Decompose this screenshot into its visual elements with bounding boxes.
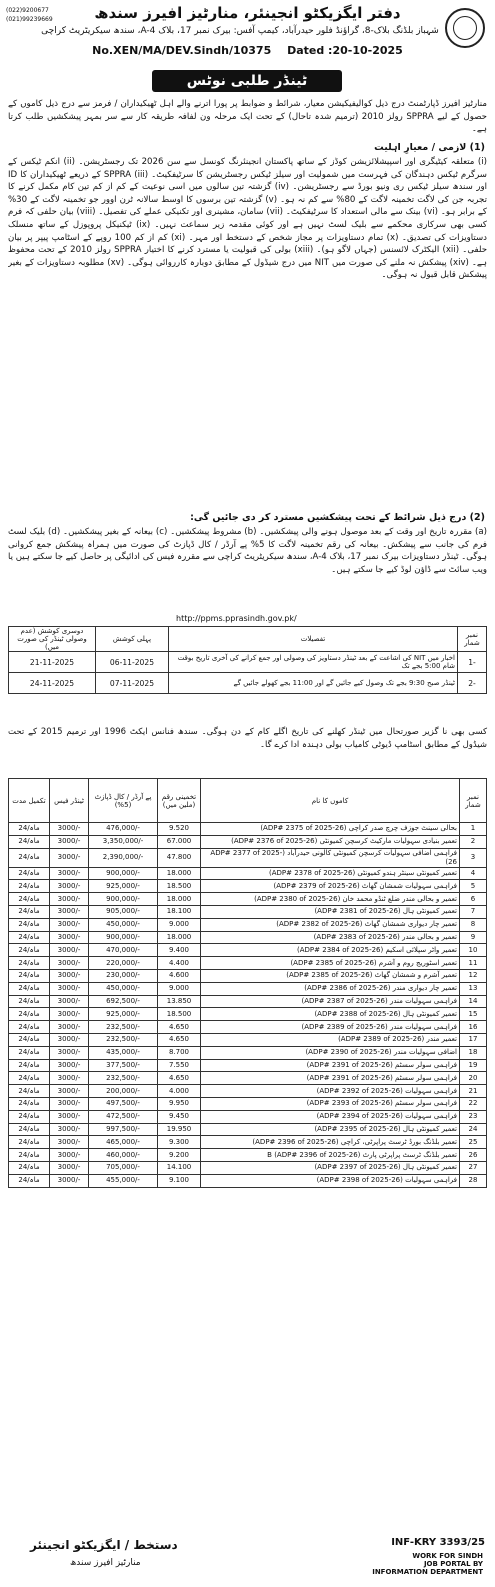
works-cell-fee: 3000/- (50, 1110, 89, 1123)
works-cell-no: 16 (460, 1021, 487, 1034)
table-row (9, 957, 487, 970)
works-cell-period: 24/ماہ (9, 823, 50, 836)
works-cell-name: تعمیر چار دیواری مندر (ADP# 2386 of 2025-26) (201, 982, 460, 995)
works-cell-fee: 3000/- (50, 982, 89, 995)
works-cell-name: فراہمی سہولیات (ADP# 2398 of 2025-26) (201, 1174, 460, 1187)
works-cell-no: 3 (460, 848, 487, 867)
works-cell-period: 24/ماہ (9, 1097, 50, 1110)
works-cell-fee: 3000/- (50, 1046, 89, 1059)
section-1-title: (1) لازمی / معیارِ اہلیت (374, 142, 485, 153)
works-cell-name: فراہمی سہولیات مندر (ADP# 2387 of 2025-26) (201, 995, 460, 1008)
works-cell-no: 14 (460, 995, 487, 1008)
works-cell-period: 24/ماہ (9, 944, 50, 957)
works-cell-name: تعمیر و بحالی مندر ضلع ٹنڈو محمد خان (ADP# 2380 of 2025-26) (201, 893, 460, 906)
works-cell-fee: 3000/- (50, 1161, 89, 1174)
works-cell-no: 13 (460, 982, 487, 995)
table-row (9, 823, 487, 836)
works-cell-deposit: 2,390,000/- (89, 848, 158, 867)
works-cell-no: 26 (460, 1149, 487, 1162)
works-cell-fee: 3000/- (50, 893, 89, 906)
header (0, 0, 495, 72)
works-cell-name: بحالی سینٹ جوزف چرچ صدر کراچی (ADP# 2375 of 2025-26) (201, 823, 460, 836)
works-cell-no: 6 (460, 893, 487, 906)
work-for-sindh-text: WORK FOR SINDH (412, 1552, 483, 1560)
table-row (9, 1008, 487, 1021)
works-cell-period: 24/ماہ (9, 905, 50, 918)
table-row (9, 1097, 487, 1110)
intro-paragraph: منارٹیز افیرز ڈپارٹمنٹ درج ذیل کوالیفیکیشن معیار، شرائط و ضوابط پر پورا اترنے والے اہل ٹھیکیداران / فرمز سے درج ذیل کاموں کے حصول کے لیے SPPRA رولز 2010 (ترمیم شدہ تاحال) کے تحت ایک مرحلہ ون لفافہ طریقہ کار سے سر بمہر پیشکشیں طلب کرتا ہے۔ (8, 99, 487, 135)
works-cell-no: 27 (460, 1161, 487, 1174)
works-cell-fee: 3000/- (50, 1097, 89, 1110)
works-cell-cost: 18.100 (158, 905, 201, 918)
works-cell-deposit: 900,000/- (89, 893, 158, 906)
works-cell-period: 24/ماہ (9, 1085, 50, 1098)
stamp-duty-note: کسی بھی نا گزیر صورتحال میں ٹینڈر کھلنے کی تاریخ اگلے کام کے دن ہوگی۔ سندھ فنانس ایکٹ 1996 اور ترمیم 2015 کے تحت شیڈول کے مطابق اسٹامپ ڈیوٹی کامیاب بولی دہندہ ادا کرے گا۔ (8, 727, 488, 750)
schedule-header-second: دوسری کوشش (عدم وصولی ٹینڈر کی صورت میں) (9, 627, 96, 652)
works-cell-cost: 9.300 (158, 1136, 201, 1149)
works-cell-name: تعمیر واٹر سپلائی اسکیم (ADP# 2384 of 2025-26) (201, 944, 460, 957)
table-row (9, 1085, 487, 1098)
table-row (9, 918, 487, 931)
table-row (9, 995, 487, 1008)
works-cell-name: فراہمی سہولیات (ADP# 2392 of 2025-26) (201, 1085, 460, 1098)
works-cell-period: 24/ماہ (9, 969, 50, 982)
works-cell-name: تعمیر کمیونٹی ہال (ADP# 2397 of 2025-26) (201, 1161, 460, 1174)
works-cell-fee: 3000/- (50, 1072, 89, 1085)
works-cell-no: 20 (460, 1072, 487, 1085)
works-cell-period: 24/ماہ (9, 1136, 50, 1149)
works-cell-name: تعمیر مندر (ADP# 2389 of 2025-26) (201, 1033, 460, 1046)
works-cell-period: 24/ماہ (9, 835, 50, 848)
works-cell-cost: 47.800 (158, 848, 201, 867)
works-cell-fee: 3000/- (50, 931, 89, 944)
works-cell-deposit: 435,000/- (89, 1046, 158, 1059)
works-cell-deposit: 497,500/- (89, 1097, 158, 1110)
works-table (8, 778, 487, 1188)
works-cell-fee: 3000/- (50, 944, 89, 957)
works-cell-no: 5 (460, 880, 487, 893)
works-cell-deposit: 905,000/- (89, 905, 158, 918)
works-cell-fee: 3000/- (50, 867, 89, 880)
works-cell-name: فراہمی سہولیات (ADP# 2394 of 2025-26) (201, 1110, 460, 1123)
works-cell-deposit: 465,000/- (89, 1136, 158, 1149)
works-cell-fee: 3000/- (50, 1174, 89, 1187)
works-header-fee: ٹینڈر فیس (50, 779, 89, 823)
table-row (9, 673, 487, 694)
section-2-text: (a) مقررہ تاریخ اور وقت کے بعد موصول ہونے والی پیشکشیں۔ (b) مشروط پیشکشیں۔ (c) بیعانہ کے بغیر پیشکشیں۔ (d) بلیک لسٹ فرم کی جانب سے پیشکش۔ بیعانہ کی رقم تخمینہ لاگت کا 5% پے آرڈر / کال ڈپازٹ کی صورت میں ہمراہ پیشکش جمع کروانی ہوگی۔ ٹینڈر دستاویزات بیرک نمبر 17، بلاک A-4، سندھ سیکریٹریٹ کراچی سے مقررہ فیس کی ادائیگی پر حاصل کیے جا سکتے ہیں یا ویب سائٹ سے ڈاؤن لوڈ کیے جا سکتے ہیں۔ (8, 527, 487, 575)
works-cell-deposit: 450,000/- (89, 918, 158, 931)
works-cell-period: 24/ماہ (9, 1072, 50, 1085)
works-cell-no: 28 (460, 1174, 487, 1187)
works-cell-cost: 18.500 (158, 880, 201, 893)
works-cell-cost: 9.400 (158, 944, 201, 957)
works-cell-name: تعمیر بنیادی سہولیات مارکیٹ کرسچن کمیونٹی (ADP# 2376 of 2025-26) (201, 835, 460, 848)
works-cell-cost: 14.100 (158, 1161, 201, 1174)
schedule-header-no: نمبر شمار (458, 627, 487, 652)
works-cell-cost: 9.000 (158, 918, 201, 931)
works-cell-deposit: 232,500/- (89, 1072, 158, 1085)
works-cell-cost: 4.400 (158, 957, 201, 970)
works-cell-cost: 9.520 (158, 823, 201, 836)
works-cell-fee: 3000/- (50, 918, 89, 931)
works-cell-no: 4 (460, 867, 487, 880)
works-cell-period: 24/ماہ (9, 982, 50, 995)
works-cell-period: 24/ماہ (9, 848, 50, 867)
works-cell-cost: 67.000 (158, 835, 201, 848)
table-row (9, 1021, 487, 1034)
signature-department: منارٹیز افیرز سندھ (70, 1558, 141, 1568)
table-row (9, 982, 487, 995)
works-cell-deposit: 460,000/- (89, 1149, 158, 1162)
works-cell-cost: 8.700 (158, 1046, 201, 1059)
table-row (9, 931, 487, 944)
works-cell-cost: 9.100 (158, 1174, 201, 1187)
works-cell-cost: 4.000 (158, 1085, 201, 1098)
section-2-title: (2) درج ذیل شرائط کے تحت پیشکشیں مسترد کر دی جائیں گی: (190, 512, 485, 523)
table-row (9, 835, 487, 848)
works-cell-deposit: 232,500/- (89, 1033, 158, 1046)
section-1-text: (i) متعلقہ کیٹیگری اور اسپیشلائزیشن کوڈز کے ساتھ پاکستان انجینئرنگ کونسل سے سن 2026 تک رجسٹریشن۔ (ii) انکم ٹیکس کے سرگرم ٹیکس دہندگان کی فہرست میں شمولیت اور سیلز ٹیکس رجسٹریشن کا سرٹیفکیٹ۔ (iii) SPPRA کے ذریعے ٹھیکیداران کا ID اور سندھ سیلز ٹیکس ری ونیو بورڈ سے رجسٹریشن۔ (iv) گزشتہ تین سالوں میں اسی نوعیت کے کم از کم تین کام مکمل کرنے کا تجربہ جن کی لاگت تخمینہ لاگت کے 80% سے کم نہ ہو۔ (v) گزشتہ تین برسوں کا اوسط سالانہ ٹرن اوور جو تخمینہ لاگت کے 30% کے برابر ہو۔ (vi) بینک سے مالی استعداد کا سرٹیفکیٹ۔ (vii) سامان، مشینری اور تکنیکی عملے کی تفصیل۔ (viii) بیان حلفی کہ فرم کسی بھی سرکاری محکمے سے بلیک لسٹ نہیں ہے اور کوئی مقدمہ زیر سماعت نہیں۔ (ix) ٹیکنیکل پروپوزل کے ساتھ منسلک دستاویزات کی تصدیق۔ (x) تمام دستاویزات پر مجاز شخص کے دستخط اور مہر۔ (xi) کم از کم 100 روپے کے اسٹامپ پیپر پر بیان حلفی۔ (xii) الیکٹرک لائسنس (جہاں لاگو ہو)۔ (xiii) بولی کی قبولیت یا مسترد کرنے کا اختیار SPPRA رولز 2010 کے تحت محفوظ ہے۔ (xiv) پیشکش نہ ملنے کی صورت میں NIT میں درج شیڈول کے مطابق دوبارہ کارروائی ہوگی۔ (xv) مطلوبہ دستاویزات کے بغیر پیشکش قابل قبول نہ ہوگی۔ (8, 157, 487, 281)
works-cell-period: 24/ماہ (9, 1033, 50, 1046)
table-row (9, 1123, 487, 1136)
works-cell-name: تعمیر کمیونٹی سینٹر ہندو کمیونٹی (ADP# 2378 of 2025-26) (201, 867, 460, 880)
works-cell-deposit: 470,000/- (89, 944, 158, 957)
works-cell-name: فراہمی سہولیات شمشان گھاٹ (ADP# 2379 of 2025-26) (201, 880, 460, 893)
works-cell-cost: 4.600 (158, 969, 201, 982)
table-row (9, 944, 487, 957)
works-cell-period: 24/ماہ (9, 957, 50, 970)
works-cell-fee: 3000/- (50, 1008, 89, 1021)
inf-kry-code: INF-KRY 3393/25 (391, 1537, 485, 1548)
office-title: دفتر ایگزیکٹو انجینئر، منارٹیز افیرز سندھ (94, 4, 401, 22)
works-cell-name: فراہمی سولر سسٹم (ADP# 2391 of 2025-26) (201, 1059, 460, 1072)
works-cell-period: 24/ماہ (9, 1059, 50, 1072)
table-row (9, 867, 487, 880)
schedule-first-date: 07-11-2025 (96, 673, 169, 694)
works-cell-name: تعمیر کمیونٹی ہال (ADP# 2395 of 2025-26) (201, 1123, 460, 1136)
table-row (9, 1149, 487, 1162)
works-cell-no: 25 (460, 1136, 487, 1149)
works-cell-name: فراہمی سولر سسٹم (ADP# 2393 of 2025-26) (201, 1097, 460, 1110)
works-cell-cost: 18.000 (158, 867, 201, 880)
table-row (9, 1174, 487, 1187)
works-cell-period: 24/ماہ (9, 931, 50, 944)
works-cell-fee: 3000/- (50, 1149, 89, 1162)
works-header-no: نمبر شمار (460, 779, 487, 823)
works-cell-name: تعمیر چار دیواری شمشان گھاٹ (ADP# 2382 of 2025-26) (201, 918, 460, 931)
reference-number: No.XEN/MA/DEV.Sindh/10375 (92, 44, 272, 57)
works-cell-fee: 3000/- (50, 1085, 89, 1098)
table-row (9, 1072, 487, 1085)
works-cell-name: تعمیر و بحالی مندر (ADP# 2383 of 2025-26) (201, 931, 460, 944)
works-cell-cost: 13.850 (158, 995, 201, 1008)
schedule-desc: ٹینڈر صبح 9:30 بجے تک وصول کیے جائیں گے اور 11:00 بجے کھولے جائیں گے (169, 673, 458, 694)
works-cell-fee: 3000/- (50, 1033, 89, 1046)
schedule-first-date: 06-11-2025 (96, 652, 169, 673)
table-row (9, 905, 487, 918)
works-cell-fee: 3000/- (50, 823, 89, 836)
works-cell-cost: 9.000 (158, 982, 201, 995)
pprasindh-url-link[interactable]: http://ppms.pprasindh.gov.pk/ (176, 614, 297, 623)
table-row (9, 1046, 487, 1059)
table-row (9, 1161, 487, 1174)
works-cell-name: تعمیر اسٹوریج روم و آشرم (ADP# 2385 of 2025-26) (201, 957, 460, 970)
works-cell-deposit: 692,500/- (89, 995, 158, 1008)
works-cell-no: 18 (460, 1046, 487, 1059)
works-cell-cost: 4.650 (158, 1033, 201, 1046)
works-cell-cost: 18.000 (158, 931, 201, 944)
signature-title: دستخط / ایگزیکٹو انجینئر (30, 1538, 178, 1552)
table-row (9, 1059, 487, 1072)
works-cell-cost: 18.500 (158, 1008, 201, 1021)
works-cell-period: 24/ماہ (9, 867, 50, 880)
works-cell-cost: 7.550 (158, 1059, 201, 1072)
works-cell-no: 1 (460, 823, 487, 836)
works-cell-no: 23 (460, 1110, 487, 1123)
schedule-desc: اخبار میں NIT کی اشاعت کے بعد ٹینڈر دستاویز کی وصولی اور جمع کرانے کی آخری تاریخ بوقت شام 5:00 بجے تک (169, 652, 458, 673)
works-cell-no: 12 (460, 969, 487, 982)
information-department-text: INFORMATION DEPARTMENT (372, 1568, 483, 1576)
works-cell-deposit: 455,000/- (89, 1174, 158, 1187)
works-cell-name: اضافی سہولیات مندر (ADP# 2390 of 2025-26) (201, 1046, 460, 1059)
works-cell-no: 11 (460, 957, 487, 970)
table-row (9, 893, 487, 906)
works-cell-no: 8 (460, 918, 487, 931)
notice-banner: ٹینڈر طلبی نوٹس (152, 70, 342, 92)
table-row (9, 1110, 487, 1123)
schedule-second-date: 21-11-2025 (9, 652, 96, 673)
works-cell-cost: 19.950 (158, 1123, 201, 1136)
works-header-period: تکمیل مدت (9, 779, 50, 823)
works-cell-deposit: 232,500/- (89, 1021, 158, 1034)
works-cell-deposit: 200,000/- (89, 1085, 158, 1098)
table-row (9, 969, 487, 982)
schedule-table (8, 626, 487, 694)
works-cell-cost: 9.200 (158, 1149, 201, 1162)
works-cell-period: 24/ماہ (9, 1174, 50, 1187)
schedule-no: 1- (458, 652, 487, 673)
works-cell-name: تعمیر کمیونٹی ہال (ADP# 2381 of 2025-26) (201, 905, 460, 918)
phone-1: (022)9200677 (6, 7, 49, 14)
works-cell-name: تعمیر آشرم و شمشان گھاٹ (ADP# 2385 of 2025-26) (201, 969, 460, 982)
works-header-deposit: پے آرڈر / کال ڈپازٹ (5%) (89, 779, 158, 823)
works-cell-period: 24/ماہ (9, 880, 50, 893)
works-cell-fee: 3000/- (50, 1123, 89, 1136)
works-cell-deposit: 900,000/- (89, 931, 158, 944)
table-row (9, 1033, 487, 1046)
schedule-second-date: 24-11-2025 (9, 673, 96, 694)
works-cell-cost: 9.450 (158, 1110, 201, 1123)
works-cell-name: تعمیر کمیونٹی ہال (ADP# 2388 of 2025-26) (201, 1008, 460, 1021)
works-cell-no: 7 (460, 905, 487, 918)
works-cell-fee: 3000/- (50, 1059, 89, 1072)
works-cell-no: 9 (460, 931, 487, 944)
works-cell-period: 24/ماہ (9, 1008, 50, 1021)
table-row (9, 880, 487, 893)
works-cell-fee: 3000/- (50, 905, 89, 918)
schedule-header-first: پہلی کوشش (96, 627, 169, 652)
work-for-sindh-logo (372, 1552, 483, 1576)
works-cell-period: 24/ماہ (9, 1149, 50, 1162)
works-cell-no: 19 (460, 1059, 487, 1072)
works-cell-period: 24/ماہ (9, 1110, 50, 1123)
works-cell-deposit: 230,000/- (89, 969, 158, 982)
works-cell-name: تعمیر بلڈنگ بورڈ ٹرسٹ پراپرٹی، کراچی (ADP# 2396 of 2025-26) (201, 1136, 460, 1149)
works-cell-deposit: 705,000/- (89, 1161, 158, 1174)
phone-2: (021)99239669 (6, 16, 53, 23)
works-cell-deposit: 472,500/- (89, 1110, 158, 1123)
works-cell-cost: 4.650 (158, 1021, 201, 1034)
works-cell-name: فراہمی سہولیات مندر (ADP# 2389 of 2025-26) (201, 1021, 460, 1034)
works-cell-fee: 3000/- (50, 1136, 89, 1149)
works-cell-fee: 3000/- (50, 995, 89, 1008)
works-cell-fee: 3000/- (50, 1021, 89, 1034)
works-cell-fee: 3000/- (50, 880, 89, 893)
works-cell-deposit: 925,000/- (89, 1008, 158, 1021)
works-cell-name: فراہمی اضافی سہولیات کرسچن کمیونٹی کالونی حیدرآباد (ADP# 2377 of 2025-26) (201, 848, 460, 867)
works-cell-period: 24/ماہ (9, 1161, 50, 1174)
works-cell-period: 24/ماہ (9, 918, 50, 931)
job-portal-text: JOB PORTAL BY (423, 1560, 483, 1568)
works-header-name: کاموں کا نام (201, 779, 460, 823)
works-cell-name: تعمیر بلڈنگ ٹرسٹ پراپرٹی پارٹ B (ADP# 2396 of 2025-26) (201, 1149, 460, 1162)
table-row (9, 1136, 487, 1149)
office-address: شہباز بلڈنگ بلاک-8، گراؤنڈ فلور حیدرآباد، کیمپ آفس: بیرک نمبر 17، بلاک A-4، سندھ سیکریٹریٹ کراچی (41, 26, 439, 36)
works-cell-period: 24/ماہ (9, 995, 50, 1008)
works-cell-fee: 3000/- (50, 957, 89, 970)
works-cell-cost: 4.650 (158, 1072, 201, 1085)
works-cell-cost: 18.000 (158, 893, 201, 906)
table-row (9, 848, 487, 867)
works-cell-no: 2 (460, 835, 487, 848)
works-cell-no: 21 (460, 1085, 487, 1098)
works-cell-no: 24 (460, 1123, 487, 1136)
works-cell-deposit: 900,000/- (89, 867, 158, 880)
works-cell-name: فراہمی سولر سسٹم (ADP# 2391 of 2025-26) (201, 1072, 460, 1085)
works-cell-fee: 3000/- (50, 969, 89, 982)
works-cell-deposit: 3,350,000/- (89, 835, 158, 848)
works-cell-fee: 3000/- (50, 848, 89, 867)
works-cell-period: 24/ماہ (9, 1021, 50, 1034)
schedule-no: 2- (458, 673, 487, 694)
works-cell-no: 10 (460, 944, 487, 957)
schedule-header-desc: تفصیلات (169, 627, 458, 652)
reference-date: Dated :20-10-2025 (287, 44, 403, 57)
works-cell-no: 22 (460, 1097, 487, 1110)
works-cell-period: 24/ماہ (9, 1123, 50, 1136)
sindh-government-seal-icon (445, 8, 485, 48)
works-cell-deposit: 220,000/- (89, 957, 158, 970)
works-cell-deposit: 925,000/- (89, 880, 158, 893)
works-cell-no: 15 (460, 1008, 487, 1021)
works-cell-cost: 9.950 (158, 1097, 201, 1110)
works-cell-fee: 3000/- (50, 835, 89, 848)
works-cell-deposit: 377,500/- (89, 1059, 158, 1072)
phone-numbers (6, 6, 53, 24)
works-header-cost: تخمینی رقم (ملین میں) (158, 779, 201, 823)
works-cell-deposit: 997,500/- (89, 1123, 158, 1136)
works-cell-period: 24/ماہ (9, 1046, 50, 1059)
works-cell-no: 17 (460, 1033, 487, 1046)
works-cell-deposit: 476,000/- (89, 823, 158, 836)
works-cell-period: 24/ماہ (9, 893, 50, 906)
works-cell-deposit: 450,000/- (89, 982, 158, 995)
reference-line (0, 44, 495, 57)
table-row (9, 652, 487, 673)
